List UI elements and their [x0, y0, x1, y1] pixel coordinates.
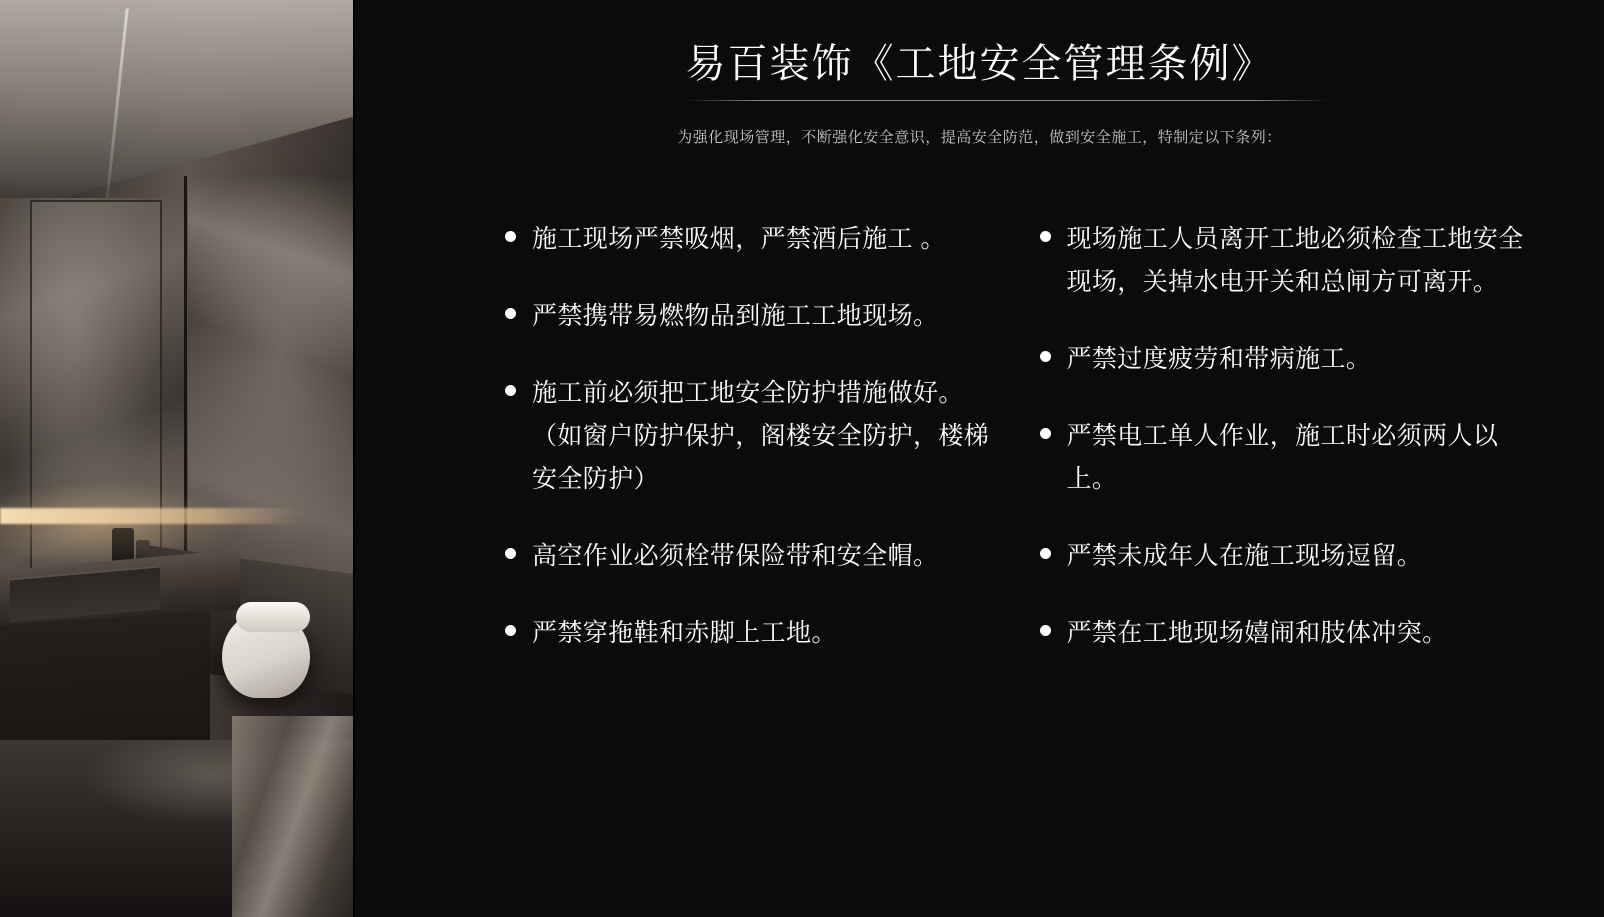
bullet-dot-icon: [1040, 351, 1051, 362]
bullet-dot-icon: [1040, 548, 1051, 559]
list-item: [505, 218, 1000, 261]
list-item: [1040, 612, 1535, 655]
stone-feature-panel: [232, 716, 355, 917]
list-item: [505, 612, 1000, 655]
list-item-label: 现场施工人员离开工地必须检查工地安全现场，关掉水电开关和总闸方可离开。: [1066, 225, 1524, 296]
bullet-dot-icon: [505, 231, 516, 242]
bullet-columns: [505, 218, 1534, 689]
bullet-dot-icon: [1040, 428, 1051, 439]
list-item: [505, 295, 1000, 338]
page-subtitle: 为强化现场管理，不断强化安全意识，提高安全防范，做到安全施工，特制定以下条列：: [677, 129, 1282, 146]
list-item: [1040, 415, 1535, 501]
list-item: [505, 535, 1000, 578]
bullet-column-right: [1040, 218, 1535, 689]
list-item-label: 严禁未成年人在施工现场逗留。: [1066, 542, 1423, 570]
list-item-label: 高空作业必须栓带保险带和安全帽。: [532, 542, 939, 570]
list-item: [505, 372, 1000, 501]
bathroom-interior-photo: [0, 0, 355, 917]
bullet-dot-icon: [505, 548, 516, 559]
list-item-label: 严禁携带易燃物品到施工工地现场。: [532, 302, 939, 330]
list-item: [1040, 218, 1535, 304]
content-panel: [355, 0, 1604, 917]
under-counter-light-strip: [0, 508, 300, 524]
bullet-dot-icon: [505, 385, 516, 396]
bullet-column-left: [505, 218, 1000, 689]
list-item-label: 施工前必须把工地安全防护措施做好。（如窗户防护保护，阁楼安全防护，楼梯安全防护）: [532, 379, 990, 493]
list-item-label: 严禁在工地现场嬉闹和肢体冲突。: [1066, 619, 1448, 647]
title-divider: [685, 100, 1330, 101]
list-item: [1040, 338, 1535, 381]
list-item: [1040, 535, 1535, 578]
page-title: 易百装饰《工地安全管理条例》: [685, 41, 1274, 87]
bullet-dot-icon: [1040, 625, 1051, 636]
list-item-label: 严禁过度疲劳和带病施工。: [1066, 345, 1372, 373]
list-item-label: 严禁穿拖鞋和赤脚上工地。: [532, 619, 837, 647]
bullet-dot-icon: [505, 308, 516, 319]
list-item-label: 施工现场严禁吸烟，严禁酒后施工 。: [532, 225, 946, 253]
list-item-label: 严禁电工单人作业，施工时必须两人以上。: [1066, 422, 1499, 493]
bullet-dot-icon: [505, 625, 516, 636]
bullet-dot-icon: [1040, 231, 1051, 242]
toilet-lid: [236, 602, 310, 632]
